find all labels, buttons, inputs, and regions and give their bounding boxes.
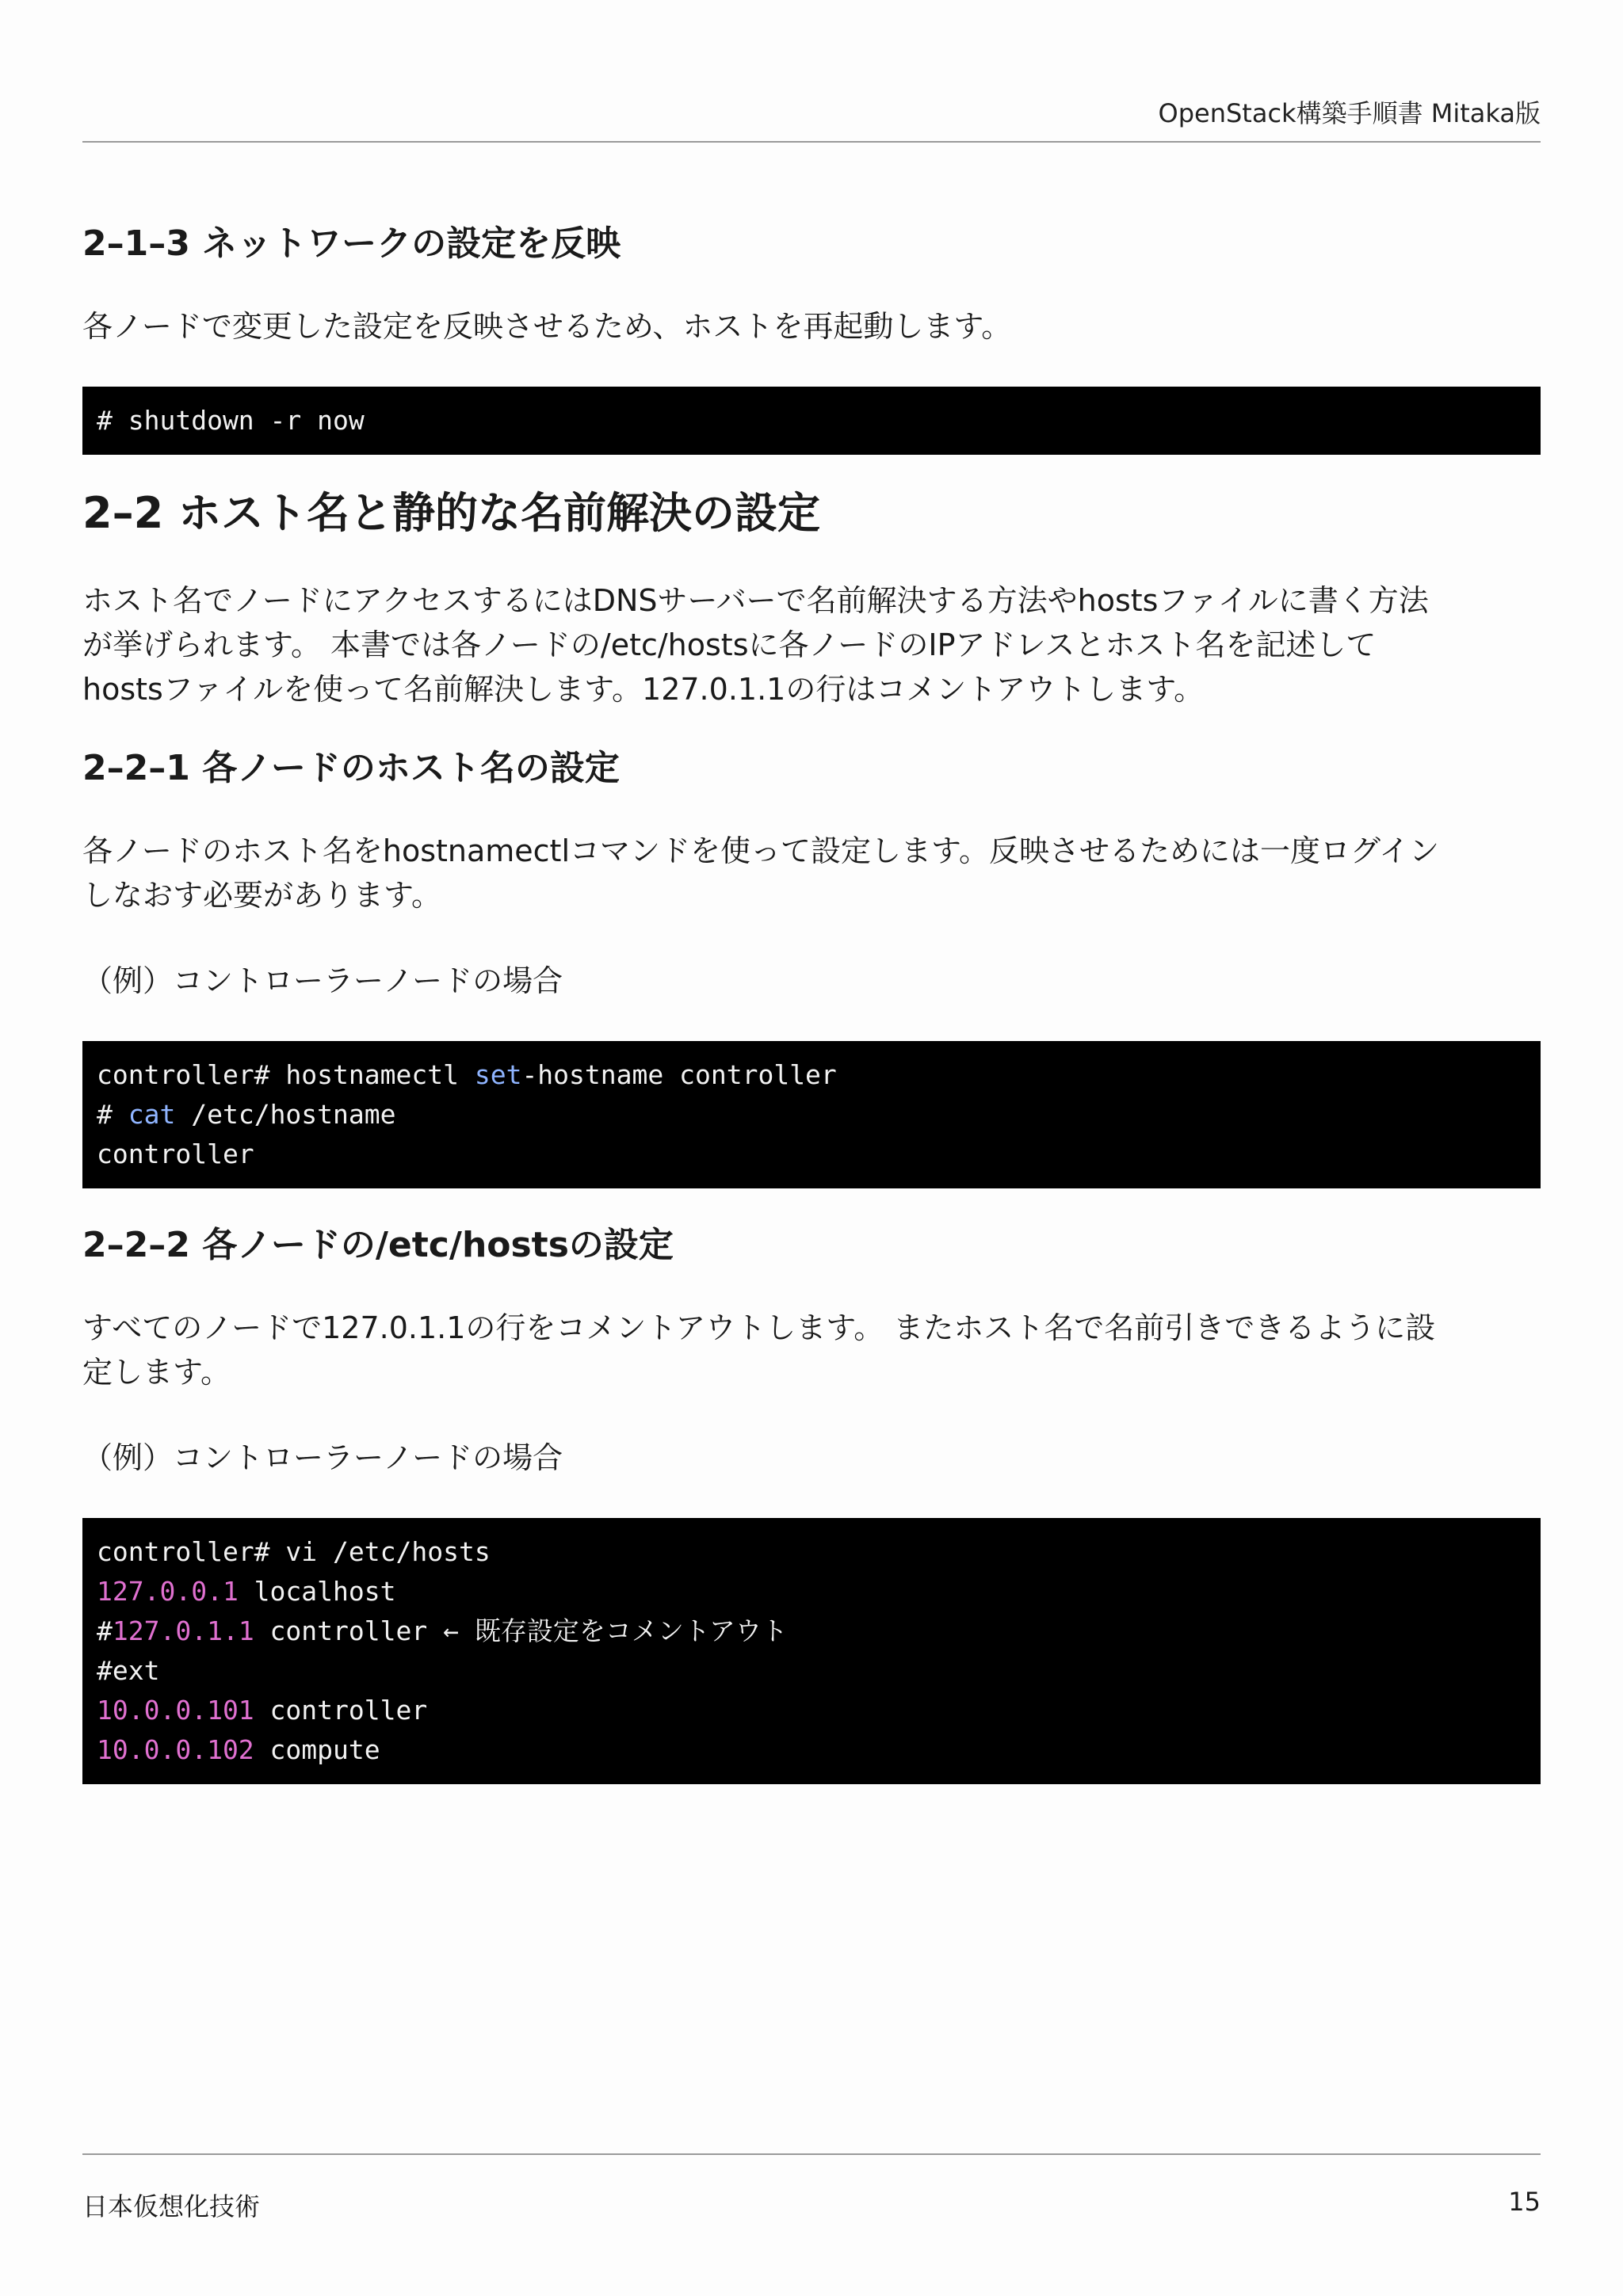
code-ip: 10.0.0.101 [97,1695,254,1726]
code-line: 127.0.0.1 localhost [97,1576,396,1607]
code-keyword: cat [128,1099,176,1130]
paragraph-etc-hosts [82,1306,1541,1394]
paragraph-reboot: 各ノードで変更した設定を反映させるため、ホストを再起動します。 [82,309,1012,344]
code-line: 10.0.0.101 controller [97,1695,428,1726]
paragraph-hostname-resolution [82,578,1541,711]
page-content [82,198,1541,1784]
text-line: すべてのノードで127.0.1.1の行をコメントアウトします。 またホスト名で名前引きできるように設 [82,1310,1436,1345]
page-number: 15 [1508,2187,1541,2217]
text-line: が挙げられます。 本書では各ノードの/etc/hostsに各ノードのIPアドレスとホスト名を記述して [82,627,1377,662]
code-line: #ext [97,1655,160,1686]
heading-2-2-1: 2–2–1 各ノードのホスト名の設定 [82,748,620,788]
text-line: ホスト名でノードにアクセスするにはDNSサーバーで名前解決する方法やhostsファイルに書く方法 [82,583,1429,618]
code-ip: 127.0.1.1 [112,1615,254,1646]
code-block-hostnamectl [82,1041,1541,1188]
running-header: OpenStack構築手順書 Mitaka版 [1158,98,1541,128]
text-line: しなおす必要があります。 [82,878,441,913]
code-line: #127.0.1.1 controller ← 既存設定をコメントアウト [97,1615,788,1646]
heading-2-2-2: 2–2–2 各ノードの/etc/hostsの設定 [82,1225,674,1265]
heading-2-1-3: 2–1–3 ネットワークの設定を反映 [82,223,621,264]
code-line: controller [97,1138,254,1169]
text-line: hostsファイルを使って名前解決します。127.0.1.1の行はコメントアウトします。 [82,672,1205,707]
text-line: 定します。 [82,1355,231,1390]
paragraph-hostnamectl [82,829,1541,917]
code-line: # shutdown -r now [97,405,365,436]
code-block-hosts [82,1518,1541,1784]
example-label: （例）コントローラーノードの場合 [82,1440,563,1475]
code-ip: 127.0.0.1 [97,1576,239,1607]
example-label: （例）コントローラーノードの場合 [82,963,563,998]
footer-divider [82,2153,1541,2155]
text-line: 各ノードのホスト名をhostnamectlコマンドを使って設定します。反映させるためには一度ログイン [82,833,1440,868]
header-divider [82,141,1541,143]
footer-company: 日本仮想化技術 [82,2191,261,2222]
code-keyword: set [474,1059,522,1090]
code-line: 10.0.0.102 compute [97,1734,380,1765]
code-ip: 10.0.0.102 [97,1734,254,1765]
heading-2-2: 2–2 ホスト名と静的な名前解決の設定 [82,488,820,538]
code-line: # cat /etc/hostname [97,1099,396,1130]
code-line: controller# vi /etc/hosts [97,1536,491,1567]
code-line: controller# hostnamectl set-hostname controller [97,1059,837,1090]
code-block-shutdown [82,387,1541,455]
